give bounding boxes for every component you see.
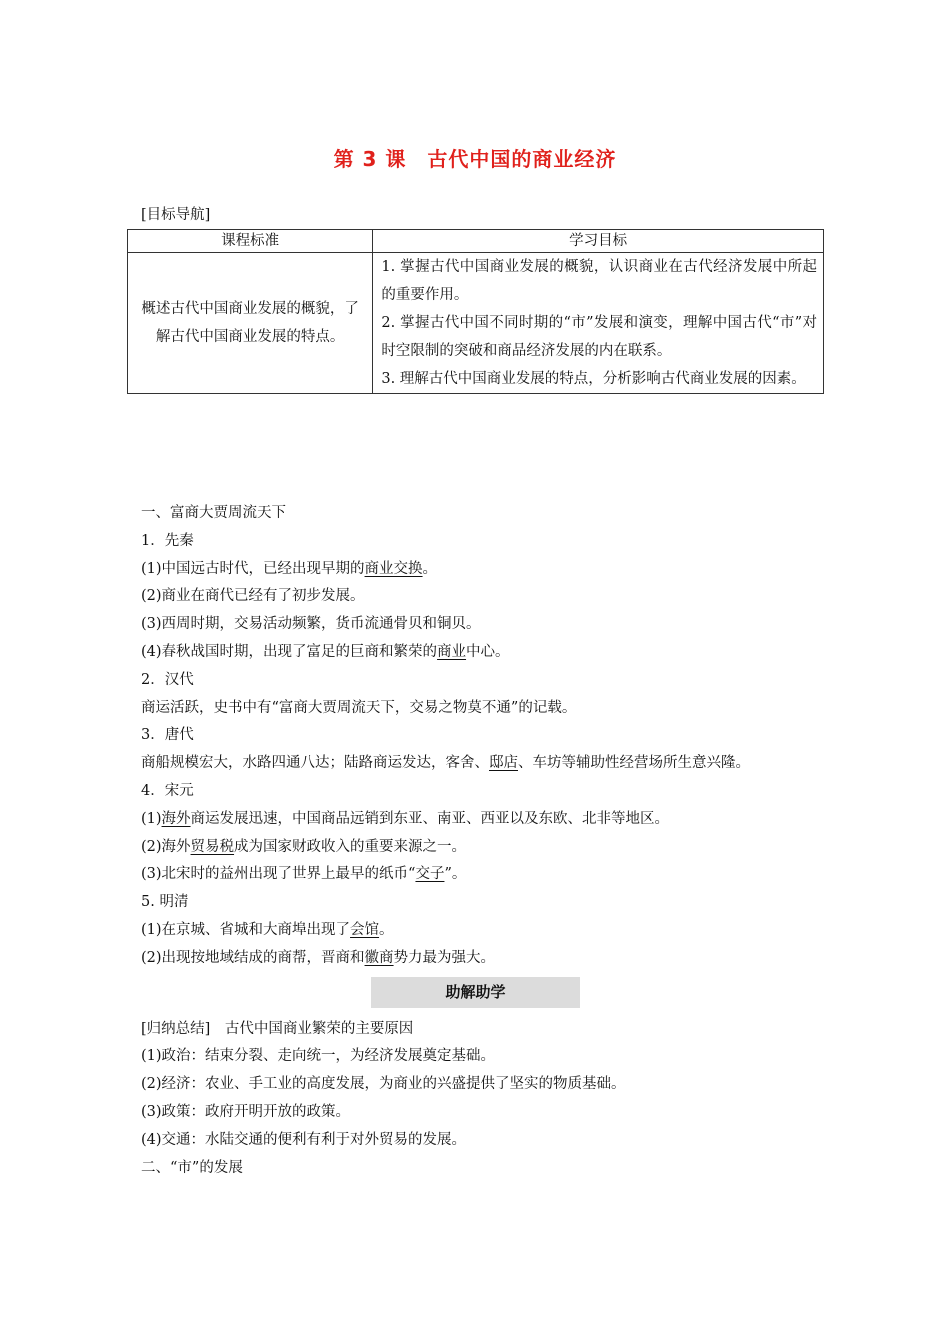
- ming-qing-item-2: [141, 945, 816, 973]
- summary-heading: [归纳总结] 古代中国商业繁荣的主要原因: [141, 1020, 414, 1037]
- learning-objectives-cell: [373, 253, 824, 394]
- blank-answer: 贸易税: [190, 838, 235, 855]
- blank-answer: 海外: [161, 810, 191, 827]
- page-title: 第 3 课 古代中国的商业经济: [333, 147, 617, 171]
- text-segment: 成为国家财政收入的重要来源之一。: [234, 838, 467, 855]
- blank-answer: 会馆: [350, 921, 380, 938]
- section1-heading: 一、富商大贾周流天下: [141, 505, 286, 521]
- song-yuan-item-2: [141, 834, 816, 862]
- song-yuan-item-3: [141, 861, 816, 889]
- summary-item: (1)政治：结束分裂、走向统一，为经济发展奠定基础。: [141, 1048, 496, 1065]
- goal-table: [127, 229, 824, 394]
- text-segment: (1): [141, 810, 162, 827]
- objective-1: 1. 掌握古代中国商业发展的概貌，认识商业在古代经济发展中所起的重要作用。: [381, 259, 817, 303]
- text-segment: (2)海外: [141, 838, 191, 855]
- han-heading: 2．汉代: [141, 671, 194, 688]
- ming-qing-item-1: [141, 917, 816, 945]
- header-course-standard: 课程标准: [128, 230, 373, 253]
- blank-answer: 徽商: [364, 949, 394, 966]
- song-yuan-heading: 4．宋元: [141, 782, 194, 799]
- table-header-row: [128, 230, 824, 253]
- objective-2: 2. 掌握古代中国不同时期的“市”发展和演变，理解中国古代“市”对时空限制的突破和商品经济发展的内在联系。: [381, 315, 817, 359]
- tang-heading: 3．唐代: [141, 727, 194, 744]
- helper-banner: 助解助学: [371, 977, 580, 1008]
- text-segment: 中心。: [466, 643, 510, 660]
- section2-heading: 二、“市”的发展: [141, 1159, 243, 1176]
- blank-answer: 交子: [415, 866, 445, 883]
- summary-item: (3)政策：政府开明开放的政策。: [141, 1103, 351, 1120]
- pre-qin-item-3: (3)西周时期，交易活动频繁，货币流通骨贝和铜贝。: [141, 616, 481, 633]
- text-segment: (2)出现按地域结成的商帮，晋商和: [141, 949, 365, 966]
- text-segment: (1)中国远古时代，已经出现早期的: [141, 560, 365, 577]
- text-segment: ”。: [444, 866, 467, 883]
- pre-qin-item-1: [141, 556, 816, 584]
- text-segment: (3)北宋时的益州出现了世界上最早的纸币“: [141, 866, 416, 883]
- blank-answer: 邸店: [489, 755, 518, 772]
- text-segment: 、车坊等辅助性经营场所生意兴隆。: [518, 755, 750, 772]
- text-segment: 商船规模宏大，水路四通八达；陆路商运发达，客舍、: [141, 755, 489, 772]
- objective-3: 3. 理解古代中国商业发展的特点，分析影响古代商业发展的因素。: [381, 371, 806, 387]
- table-row: [128, 253, 824, 394]
- summary-item: (4)交通：水陆交通的便利有利于对外贸易的发展。: [141, 1131, 467, 1148]
- text-segment: 商运发展迅速，中国商品远销到东亚、南亚、西亚以及东欧、北非等地区。: [190, 810, 670, 827]
- blank-answer: 商业交换: [364, 560, 423, 577]
- text-segment: 。: [379, 921, 394, 938]
- text-segment: (4)春秋战国时期，出现了富足的巨商和繁荣的: [141, 643, 438, 660]
- blank-answer: 商业: [437, 643, 467, 660]
- target-nav-label: [目标导航]: [141, 207, 211, 223]
- summary-item: (2)经济：农业、手工业的高度发展，为商业的兴盛提供了坚实的物质基础。: [141, 1076, 626, 1093]
- han-text: 商运活跃，史书中有“富商大贾周流天下，交易之物莫不通”的记载。: [141, 699, 577, 716]
- text-segment: 势力最为强大。: [393, 949, 496, 966]
- text-segment: (1)在京城、省城和大商埠出现了: [141, 921, 351, 938]
- course-standard-cell: 概述古代中国商业发展的概貌，了解古代中国商业发展的特点。: [128, 253, 373, 394]
- pre-qin-item-2: (2)商业在商代已经有了初步发展。: [141, 588, 365, 605]
- header-learning-objectives: 学习目标: [373, 230, 824, 253]
- main-content: [141, 500, 816, 1182]
- pre-qin-item-4: [141, 639, 816, 667]
- ming-qing-heading: 5. 明清: [141, 894, 189, 911]
- song-yuan-item-1: [141, 806, 816, 834]
- text-segment: 。: [422, 560, 438, 577]
- tang-text: [141, 750, 816, 778]
- pre-qin-heading: 1．先秦: [141, 532, 194, 549]
